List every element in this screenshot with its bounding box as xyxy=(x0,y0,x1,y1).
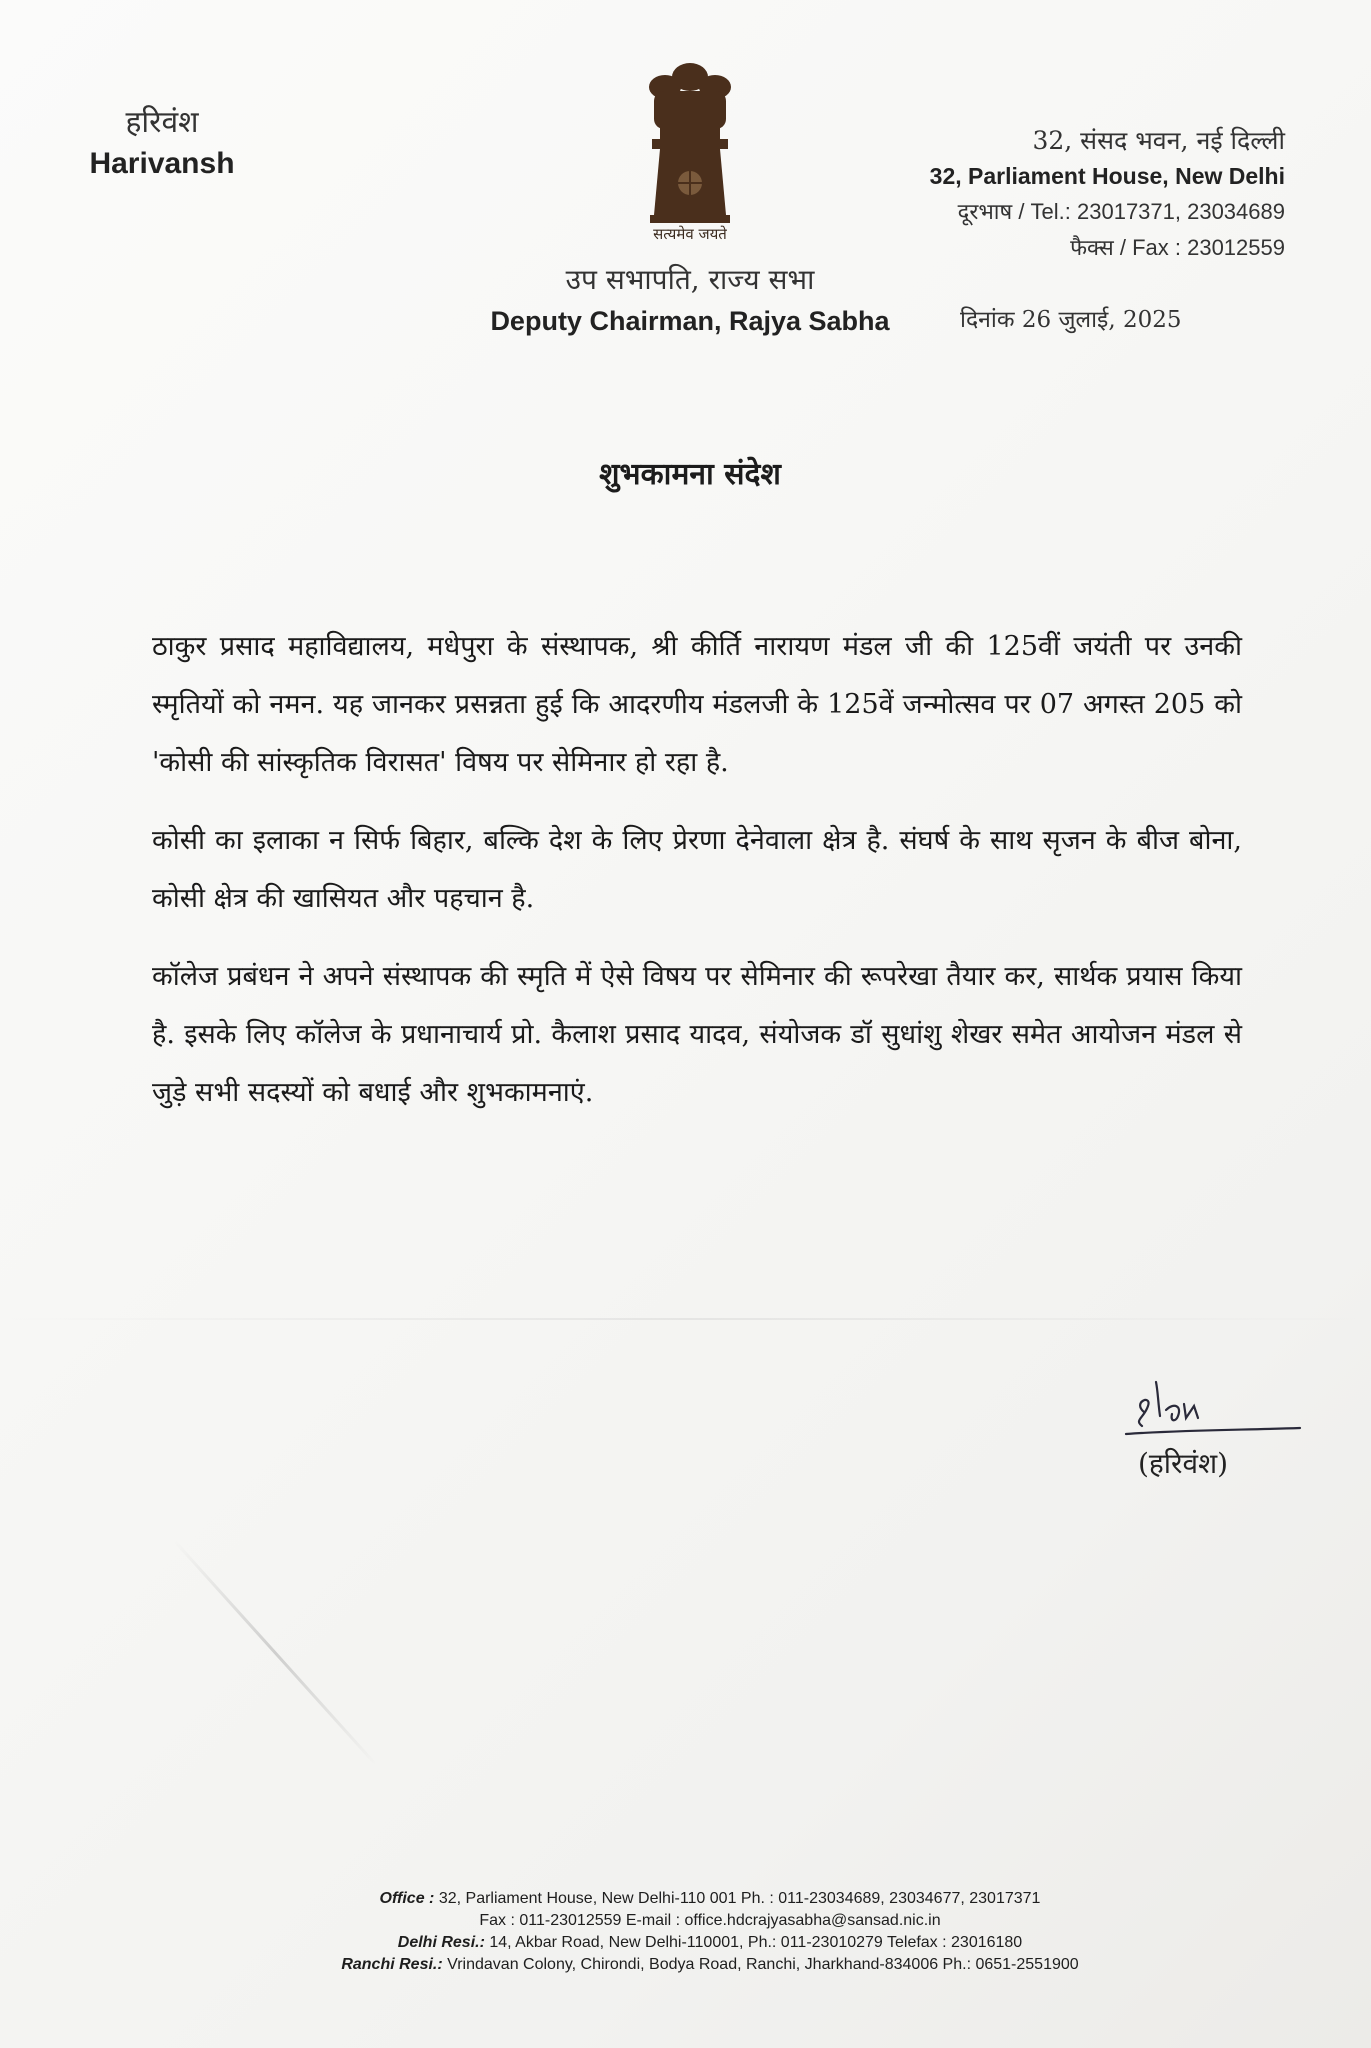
footer-delhi-line xyxy=(270,1932,1150,1954)
designation-english: Deputy Chairman, Rajya Sabha xyxy=(490,306,890,336)
letterhead-footer xyxy=(270,1888,1150,1976)
emblem-motto: सत्यमेव जयते xyxy=(653,225,727,243)
footer-ranchi-label: Ranchi Resi.: xyxy=(341,1956,443,1973)
paper-crease xyxy=(174,1540,377,1765)
signatory-name: (हरिवंश) xyxy=(1138,1447,1229,1480)
footer-ranchi-text: Vrindavan Colony, Chirondi, Bodya Road, Ranchi, Jharkhand-834006 Ph.: 0651-2551900 xyxy=(447,1956,1079,1973)
fax-line: फैक्स / Fax : 23012559 xyxy=(1070,235,1285,260)
designation-block xyxy=(430,260,950,337)
footer-delhi-label: Delhi Resi.: xyxy=(397,1934,485,1951)
paper-fold-line xyxy=(0,1318,1371,1320)
body-paragraph: ठाकुर प्रसाद महाविद्यालय, मधेपुरा के संस्थापक, श्री कीर्ति नारायण मंडल जी की 125वीं जयंती पर उनकी स्मृतियों को नमन. यह जानकर प्रसन्नता हुई कि आदरणीय मंडलजी के 125वें जन्मोत्सव पर 07 अगस्त 205 को 'कोसी की सांस्कृतिक विरासत' विषय पर सेमिनार हो रहा है. xyxy=(152,631,1242,778)
designation-hindi: उप सभापति, राज्य सभा xyxy=(565,263,815,296)
footer-fax-email: Fax : 011-23012559 E-mail : office.hdcrajyasabha@sansad.nic.in xyxy=(479,1912,941,1929)
body-paragraph: कोसी का इलाका न सिर्फ बिहार, बल्कि देश के लिए प्रेरणा देनेवाला क्षेत्र है. संघर्ष के साथ सृजन के बीज बोना, कोसी क्षेत्र की खासियत और पहचान है. xyxy=(152,825,1243,914)
handwritten-signature-icon xyxy=(1122,1372,1302,1442)
letter-title: शुभकामना संदेश xyxy=(599,457,781,492)
footer-delhi-text: 14, Akbar Road, New Delhi-110001, Ph.: 011-23010279 Telefax : 23016180 xyxy=(489,1934,1023,1951)
address-block xyxy=(865,123,1285,262)
address-english: 32, Parliament House, New Delhi xyxy=(929,163,1285,189)
national-emblem-icon xyxy=(630,55,750,245)
name-english: Harivansh xyxy=(89,147,235,180)
name-hindi: हरिवंश xyxy=(125,105,199,140)
footer-office-line xyxy=(270,1888,1150,1910)
footer-office-text: 32, Parliament House, New Delhi-110 001 Ph. : 011-23034689, 23034677, 23017371 xyxy=(438,1890,1041,1907)
telephone-line: दूरभाष / Tel.: 23017371, 23034689 xyxy=(957,199,1285,224)
letter-body xyxy=(152,618,1242,1142)
letterhead-name xyxy=(72,100,252,181)
footer-ranchi-line xyxy=(270,1954,1150,1976)
footer-office-label: Office : xyxy=(379,1890,435,1907)
address-hindi: 32, संसद भवन, नई दिल्ली xyxy=(1032,126,1285,155)
letter-date: दिनांक 26 जुलाई, 2025 xyxy=(960,307,1182,333)
body-paragraph: कॉलेज प्रबंधन ने अपने संस्थापक की स्मृति में ऐसे विषय पर सेमिनार की रूपरेखा तैयार कर, सार्थक प्रयास किया है. इसके लिए कॉलेज के प्रधानाचार्य प्रो. कैलाश प्रसाद यादव, संयोजक डॉ सुधांशु शेखर समेत आयोजन मंडल से जुड़े सभी सदस्यों को बधाई और शुभकामनाएं. xyxy=(152,961,1242,1108)
